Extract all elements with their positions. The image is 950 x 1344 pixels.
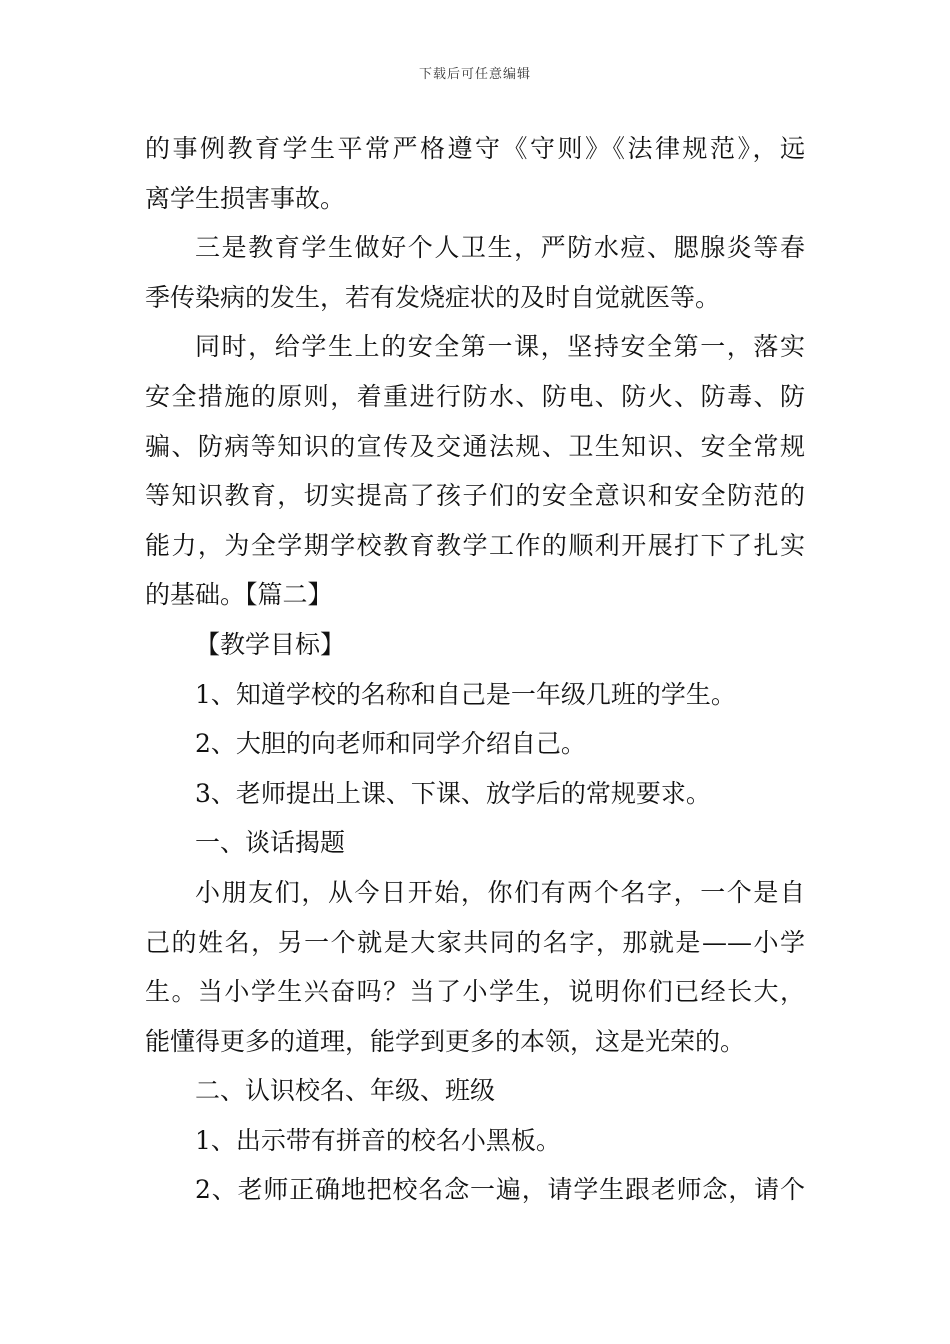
text-line: 离学生损害事故。: [145, 183, 346, 213]
text-line: 的事例教育学生平常严格遵守《守则》《法律规范》，远: [145, 134, 805, 163]
list-item: 1、知道学校的名称和自己是一年级几班的学生。: [195, 679, 736, 709]
section-heading: 【教学目标】: [195, 629, 346, 659]
page-header: 下载后可任意编辑: [418, 67, 531, 82]
section-heading: 二、认识校名、年级、班级: [195, 1076, 496, 1106]
text-line: 等知识教育，切实提高了孩子们的安全意识和安全防范的: [145, 481, 805, 511]
text-line: 三是教育学生做好个人卫生，严防水痘、腮腺炎等春: [195, 233, 805, 263]
list-item: 1、出示带有拼音的校名小黑板。: [195, 1125, 561, 1155]
text-line: 骗、防病等知识的宣传及交通法规、卫生知识、安全常规: [145, 431, 805, 461]
section-heading: 一、谈话揭题: [195, 828, 346, 858]
text-line: 的基础。【篇二】: [145, 580, 333, 610]
text-line: 生。当小学生兴奋吗？当了小学生，说明你们已经长大，: [145, 977, 805, 1007]
text-line: 能懂得更多的道理，能学到更多的本领，这是光荣的。: [145, 1026, 746, 1056]
text-line: 小朋友们，从今日开始，你们有两个名字，一个是自: [195, 877, 805, 907]
list-item: 2、大胆的向老师和同学介绍自己。: [195, 729, 586, 759]
text-line: 同时，给学生上的安全第一课，坚持安全第一，落实: [195, 332, 805, 362]
text-line: 能力，为全学期学校教育教学工作的顺利开展打下了扎实: [145, 530, 805, 560]
text-line: 己的姓名，另一个就是大家共同的名字，那就是——小学: [145, 927, 805, 957]
text-line: 季传染病的发生，若有发烧症状的及时自觉就医等。: [145, 282, 721, 312]
text-line: 安全措施的原则，着重进行防水、防电、防火、防毒、防: [145, 381, 805, 411]
list-item: 3、老师提出上课、下课、放学后的常规要求。: [195, 778, 711, 808]
document-body: [145, 124, 805, 1215]
list-item: 2、老师正确地把校名念一遍，请学生跟老师念，请个: [195, 1175, 805, 1205]
